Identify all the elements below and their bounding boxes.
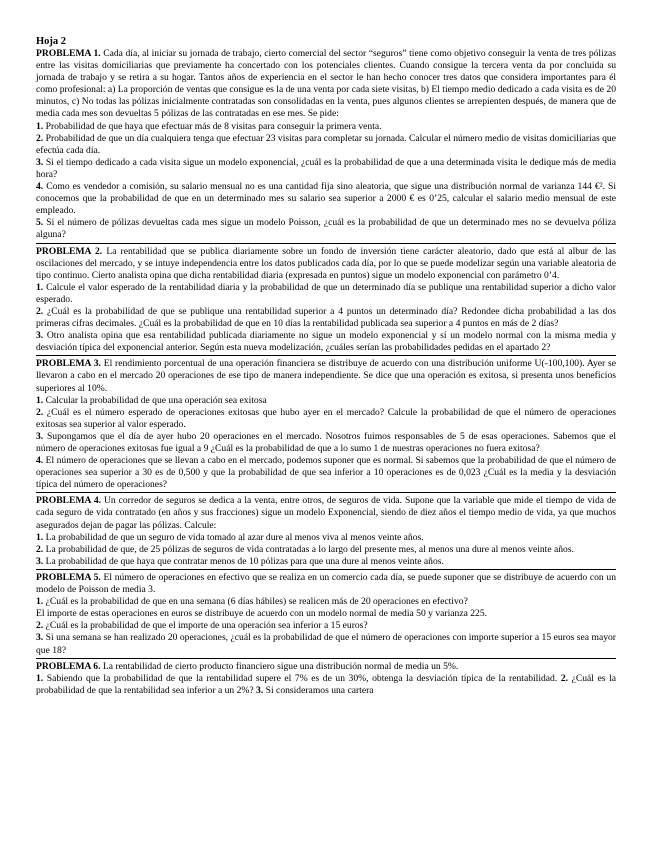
- question: 1. Calcule el valor esperado de la rentabilidad diaria y la probabilidad de que un determinado día se publique una rentabilidad superior a dicho valor esperado.: [36, 281, 616, 305]
- question: 1. Calcular la probabilidad de que una operación sea exitosa: [36, 394, 267, 406]
- question: 2. ¿Cuál es la probabilidad de que se publique una rentabilidad superior a 4 puntos un determinado día? Redondee dicha probabilidad a las dos primeras cifras decimales. ¿Cuál es la probabilidad de que en 10 días la rentabilidad publicada sea superior a 4 puntos en más de 2 días?: [36, 305, 616, 330]
- question: 4. El número de operaciones que se llevan a cabo en el mercado, podemos suponer que es normal. Si sabemos que la probabilidad de que el número de operaciones sea superior a 30 es de 0,500 y que la probabilidad de que sea inferior a 10 operaciones es de 0,023 ¿Cuál es la media y la desviación típica del número de operaciones?: [36, 455, 616, 491]
- question: 1. Probabilidad de que haya que efectuar más de 8 visitas para conseguir la primera venta.: [36, 120, 382, 132]
- problem-2: [36, 246, 616, 357]
- sheet-title: Hoja 2: [36, 36, 67, 47]
- question: 2. Probabilidad de que un día cualquiera tenga que efectuar 23 visitas para completar su jornada. Calcular el número medio de visitas domiciliarias que efectúa cada día.: [36, 132, 616, 156]
- problem-intro: El número de operaciones en efectivo que se realiza en un comercio cada día, se puede suponer que se distribuye de acuerdo con un modelo de Poisson de media 3.: [36, 571, 616, 596]
- question: 3. Otro analista opina que esa rentabilidad publicada diariamente no sigue un modelo exponencial y sí un modelo normal con la misma media y desviación típica del exponencial anterior. Según esta nueva modelización, ¿cuáles serían las probabilidades pedidas en el apartado 2?: [36, 330, 617, 354]
- problem-4: [36, 495, 616, 570]
- question: 3. Si una semana se han realizado 20 operaciones, ¿cuál es la probabilidad de que el número de operaciones con importe superior a 15 euros sea mayor que 18?: [36, 632, 616, 656]
- problem-6: [36, 661, 616, 698]
- problem-5: [36, 572, 616, 659]
- problem-statement: [36, 572, 616, 596]
- problem-statement: [36, 495, 616, 531]
- question: 2. La probabilidad de que, de 25 pólizas de seguros de vida contratadas a lo largo del presente mes, al menos una dure al menos veinte años.: [36, 543, 574, 555]
- question: 5. Si el número de pólizas devueltas cada mes sigue un modelo Poisson, ¿cuál es la probabilidad de que un determinado mes no se devuelva póliza alguna?: [36, 217, 617, 241]
- problem-3: [36, 358, 616, 493]
- document-content: [36, 35, 616, 700]
- question: 3. Si el tiempo dedicado a cada visita sigue un modelo exponencial, ¿cuál es la probabilidad de que a una determinada visita le dedique más de media hora?: [36, 156, 616, 180]
- problem-intro: La rentabilidad de cierto producto financiero sigue una distribución normal de media un 5%.: [102, 660, 459, 672]
- problem-statement: [36, 661, 616, 673]
- problem-intro: El rendimiento porcentual de una operación financiera se distribuye de acuerdo con una distribución uniforme U(-100,100). Ayer se llevaron a cabo en el mercado 20 operaciones de ese tipo de manera independiente. Se dice que una operación es exitosa, si presenta unos beneficios superiores al 10%.: [36, 358, 616, 394]
- problem-title: PROBLEMA 6.: [36, 660, 101, 672]
- question: 3. Supongamos que el día de ayer hubo 20 operaciones en el mercado. Nosotros fuimos responsables de 5 de esas operaciones. Sabemos que el número de operaciones exitosas fue igual a 9 ¿Cuál es la probabilidad de que a lo sumo 1 de nuestras operaciones no fuera exitosa?: [36, 430, 617, 454]
- problem-statement: [36, 246, 616, 282]
- problem-1: [36, 48, 616, 244]
- problem-intro: Cada día, al iniciar su jornada de trabajo, cierto comercial del sector “seguros” tiene como objetivo conseguir la venta de tres pólizas entre las visitas domiciliarias que previamente ha concertado con los potenciales clientes. Cuando consigue la tercera venta da por concluida su jornada de trabajo y se retira a su hogar. Tantos años de experiencia en el sector le han hecho conocer tres datos que considera importantes para él como profesional: a) La proporción de ventas que consigue es la de una venta por cada siete visitas, b) El tiempo medio dedicado a cada visita es de 20 minutos, c) No todas las pólizas inicialmente contratadas son consolidadas en la venta, pues algunos clientes se arrepienten después, de manera que de media cada mes son devueltas 5 pólizas de las contratadas en ese mes. Se pide:: [36, 48, 617, 120]
- problem-statement: [36, 48, 616, 121]
- question: 4. Como es vendedor a comisión, su salario mensual no es una cantidad fija sino aleatoria, que sigue una distribución normal de varianza 144 €². Si conocemos que la probabilidad de que en un determinado mes su salario sea superior a 2000 € es 0’25, calcular el salario medio mensual de este empleado.: [36, 181, 616, 217]
- problem-title: PROBLEMA 5.: [36, 571, 101, 583]
- problem-statement: [36, 358, 616, 394]
- question: 1. La probabilidad de que un seguro de vida tomado al azar dure al menos viva al menos veinte años.: [36, 531, 424, 543]
- problem-title: PROBLEMA 2.: [36, 245, 103, 257]
- problem-title: PROBLEMA 4.: [36, 495, 102, 507]
- problem-title: PROBLEMA 3.: [36, 358, 101, 370]
- problem-title: PROBLEMA 1.: [36, 48, 101, 59]
- question: 2. ¿Cuál es el número esperado de operaciones exitosas que hubo ayer en el mercado? Calcule la probabilidad de que el número de operaciones exitosas sea superior al valor esperado.: [36, 406, 616, 430]
- question: 1. Sabiendo que la probabilidad de que la rentabilidad supere el 7% es de un 30%, obtenga la desviación típica de la rentabilidad. 2. ¿Cuál es la probabilidad de que la rentabilidad sea inferior a un 2%? 3. Si consideramos una cartera: [36, 672, 616, 696]
- problem-intro: La rentabilidad que se publica diariamente sobre un fondo de inversión tiene carácter aleatorio, dado que está al albur de las oscilaciones del mercado, y se intuye independencia entre los datos publicados cada día, por lo que se puede modelizar según una variable aleatoria de tipo continuo. Cierto analista opina que dicha rentabilidad diaria (expresada en puntos) sigue un modelo exponencial con parámetro 0’4.: [36, 245, 616, 281]
- question: 2. ¿Cuál es la probabilidad de que el importe de una operación sea inferior a 15 euros?: [36, 620, 368, 632]
- question: 3. La probabilidad de que haya que contratar menos de 10 pólizas para que una dure al menos veinte años.: [36, 555, 444, 567]
- question: 1. ¿Cuál es la probabilidad de que en una semana (6 días hábiles) se realicen más de 20 operaciones en efectivo?: [36, 596, 468, 608]
- problem-intro: Un corredor de seguros se dedica a la venta, entre otros, de seguros de vida. Supone que la variable que mide el tiempo de vida de cada seguro de vida contratado (en años y sus fracciones) sigue un modelo Exponencial, siendo de diez años el tiempo medio de vida, ya que muchos asegurados dejan de pagar las pólizas. Calcule:: [36, 495, 616, 531]
- question-context: El importe de estas operaciones en euros se distribuye de acuerdo con un modelo normal de media 50 y varianza 225.: [36, 608, 488, 620]
